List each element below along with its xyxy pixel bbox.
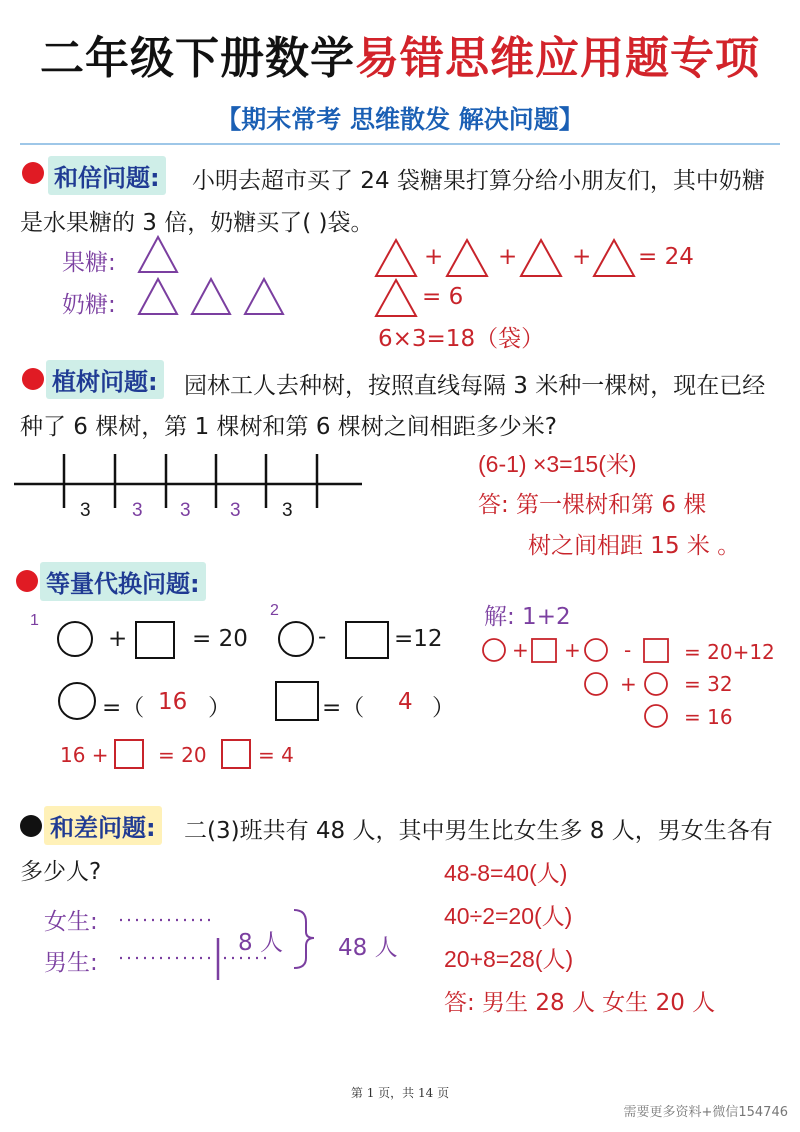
- equation-total: = 24: [638, 244, 694, 270]
- circle-icon: [585, 639, 607, 661]
- circle-icon: [59, 683, 95, 719]
- calc-step2: 40÷2=20(人): [444, 903, 573, 929]
- tree-answer-line2: 树之间相距 15 米 。: [528, 533, 741, 559]
- equation-number: 2: [270, 602, 279, 619]
- problem2-line2: 种了 6 棵树，第 1 棵树和第 6 棵树之间相距多少米?: [20, 414, 557, 440]
- triangle-icon: [192, 279, 230, 314]
- section-tag-multiple: 和倍问题:: [48, 156, 166, 195]
- gap-label: 3: [80, 500, 91, 521]
- solution-heading: 解: 1+2: [484, 604, 571, 630]
- work-left: 16 +: [60, 743, 109, 767]
- equation2-rhs: =12: [394, 626, 443, 652]
- circle-icon: [645, 673, 667, 695]
- problem1-line1: 小明去超市买了 24 袋糖果打算分给小朋友们，其中奶糖: [192, 168, 765, 194]
- triangle-icon: [594, 240, 634, 276]
- gap-label: 3: [132, 500, 143, 521]
- problem1-line2: 是水果糖的 3 倍，奶糖买了( )袋。: [20, 210, 374, 236]
- problem4-line1: 二(3)班共有 48 人，其中男生比女生多 8 人，男女生各有: [184, 818, 773, 844]
- equation1-rhs: = 20: [192, 626, 248, 652]
- circle-icon: [483, 639, 505, 661]
- triangle-diagram: [136, 234, 296, 324]
- gap-label: 3: [282, 500, 293, 521]
- circle-eq-close: ）: [208, 695, 231, 721]
- plus-sign: +: [512, 638, 529, 662]
- final-answer: 答: 男生 28 人 女生 20 人: [444, 990, 716, 1016]
- gap-label: 3: [230, 500, 241, 521]
- circle-icon: [645, 705, 667, 727]
- gap-label: 3: [180, 500, 191, 521]
- equation-answer: 6×3=18（袋）: [378, 326, 545, 352]
- square-icon: [644, 639, 668, 662]
- title-divider: [20, 143, 780, 145]
- problem2-line1: 园林工人去种树，按照直线每隔 3 米种一棵树，现在已经: [184, 373, 766, 399]
- triangle-icon: [245, 279, 283, 314]
- bullet-dot: [16, 570, 38, 592]
- total-label: 48 人: [338, 935, 398, 961]
- plus-sign: +: [498, 244, 518, 270]
- solution-row1: = 20+12: [684, 640, 775, 664]
- sum-diff-diagram: [118, 900, 338, 986]
- square-icon: [276, 682, 318, 720]
- section-tag-sum-diff: 和差问题:: [44, 806, 162, 845]
- work-mid: = 20: [158, 743, 207, 767]
- square-eq-close: ）: [432, 695, 455, 721]
- triangle-icon: [139, 237, 177, 272]
- circle-value: 16: [158, 689, 188, 715]
- label-milk-candy: 奶糖:: [62, 292, 116, 318]
- solution-row3: = 16: [684, 705, 733, 729]
- page-title: [0, 22, 800, 86]
- bullet-dot: [22, 162, 44, 184]
- minus-sign: -: [318, 624, 327, 650]
- title-black: 二年级下册数学: [40, 33, 355, 84]
- plus-sign: +: [572, 244, 592, 270]
- circle-eq-open: =（: [102, 695, 145, 721]
- section-tag-tree: 植树问题:: [46, 360, 164, 399]
- label-girls: 女生:: [44, 909, 98, 935]
- plus-sign: +: [564, 638, 581, 662]
- triangle-icon: [376, 240, 416, 276]
- plus-sign: +: [424, 244, 444, 270]
- page-subtitle: 【期末常考 思维散发 解决问题】: [216, 105, 584, 134]
- solution-row2: = 32: [684, 672, 733, 696]
- calc-step1: 48-8=40(人): [444, 860, 568, 886]
- square-icon: [136, 622, 174, 658]
- bullet-dot: [20, 815, 42, 837]
- brace-icon: [294, 910, 314, 968]
- circle-icon: [279, 622, 313, 656]
- square-value: 4: [398, 689, 413, 715]
- square-eq-open: =（: [322, 695, 365, 721]
- plus-sign: +: [620, 672, 637, 696]
- tree-calculation: (6-1) ×3=15(米): [478, 451, 637, 477]
- square-icon: [532, 639, 556, 662]
- plus-sign: +: [108, 626, 128, 652]
- square-icon: [115, 740, 143, 768]
- work-right: = 4: [258, 743, 294, 767]
- page-number: 第 1 页，共 14 页: [350, 1086, 450, 1100]
- section-tag-substitution: 等量代换问题:: [40, 562, 206, 601]
- tree-answer-line1: 答: 第一棵树和第 6 棵: [478, 492, 707, 518]
- triangle-icon: [376, 280, 416, 316]
- triangle-icon: [447, 240, 487, 276]
- circle-icon: [585, 673, 607, 695]
- bullet-dot: [22, 368, 44, 390]
- square-icon: [222, 740, 250, 768]
- label-boys: 男生:: [44, 950, 98, 976]
- problem4-line2: 多少人?: [20, 859, 102, 885]
- equation-one-part: = 6: [422, 284, 464, 310]
- calc-step3: 20+8=28(人): [444, 946, 574, 972]
- circle-icon: [58, 622, 92, 656]
- label-fruit-candy: 果糖:: [62, 250, 116, 276]
- difference-label: 8 人: [238, 930, 283, 956]
- title-red: 易错思维应用题专项: [355, 33, 760, 84]
- triangle-icon: [139, 279, 177, 314]
- minus-sign: -: [624, 638, 632, 662]
- watermark: 需要更多资料+微信154746: [623, 1105, 788, 1120]
- triangle-icon: [521, 240, 561, 276]
- square-icon: [346, 622, 388, 658]
- equation-number: 1: [30, 612, 39, 629]
